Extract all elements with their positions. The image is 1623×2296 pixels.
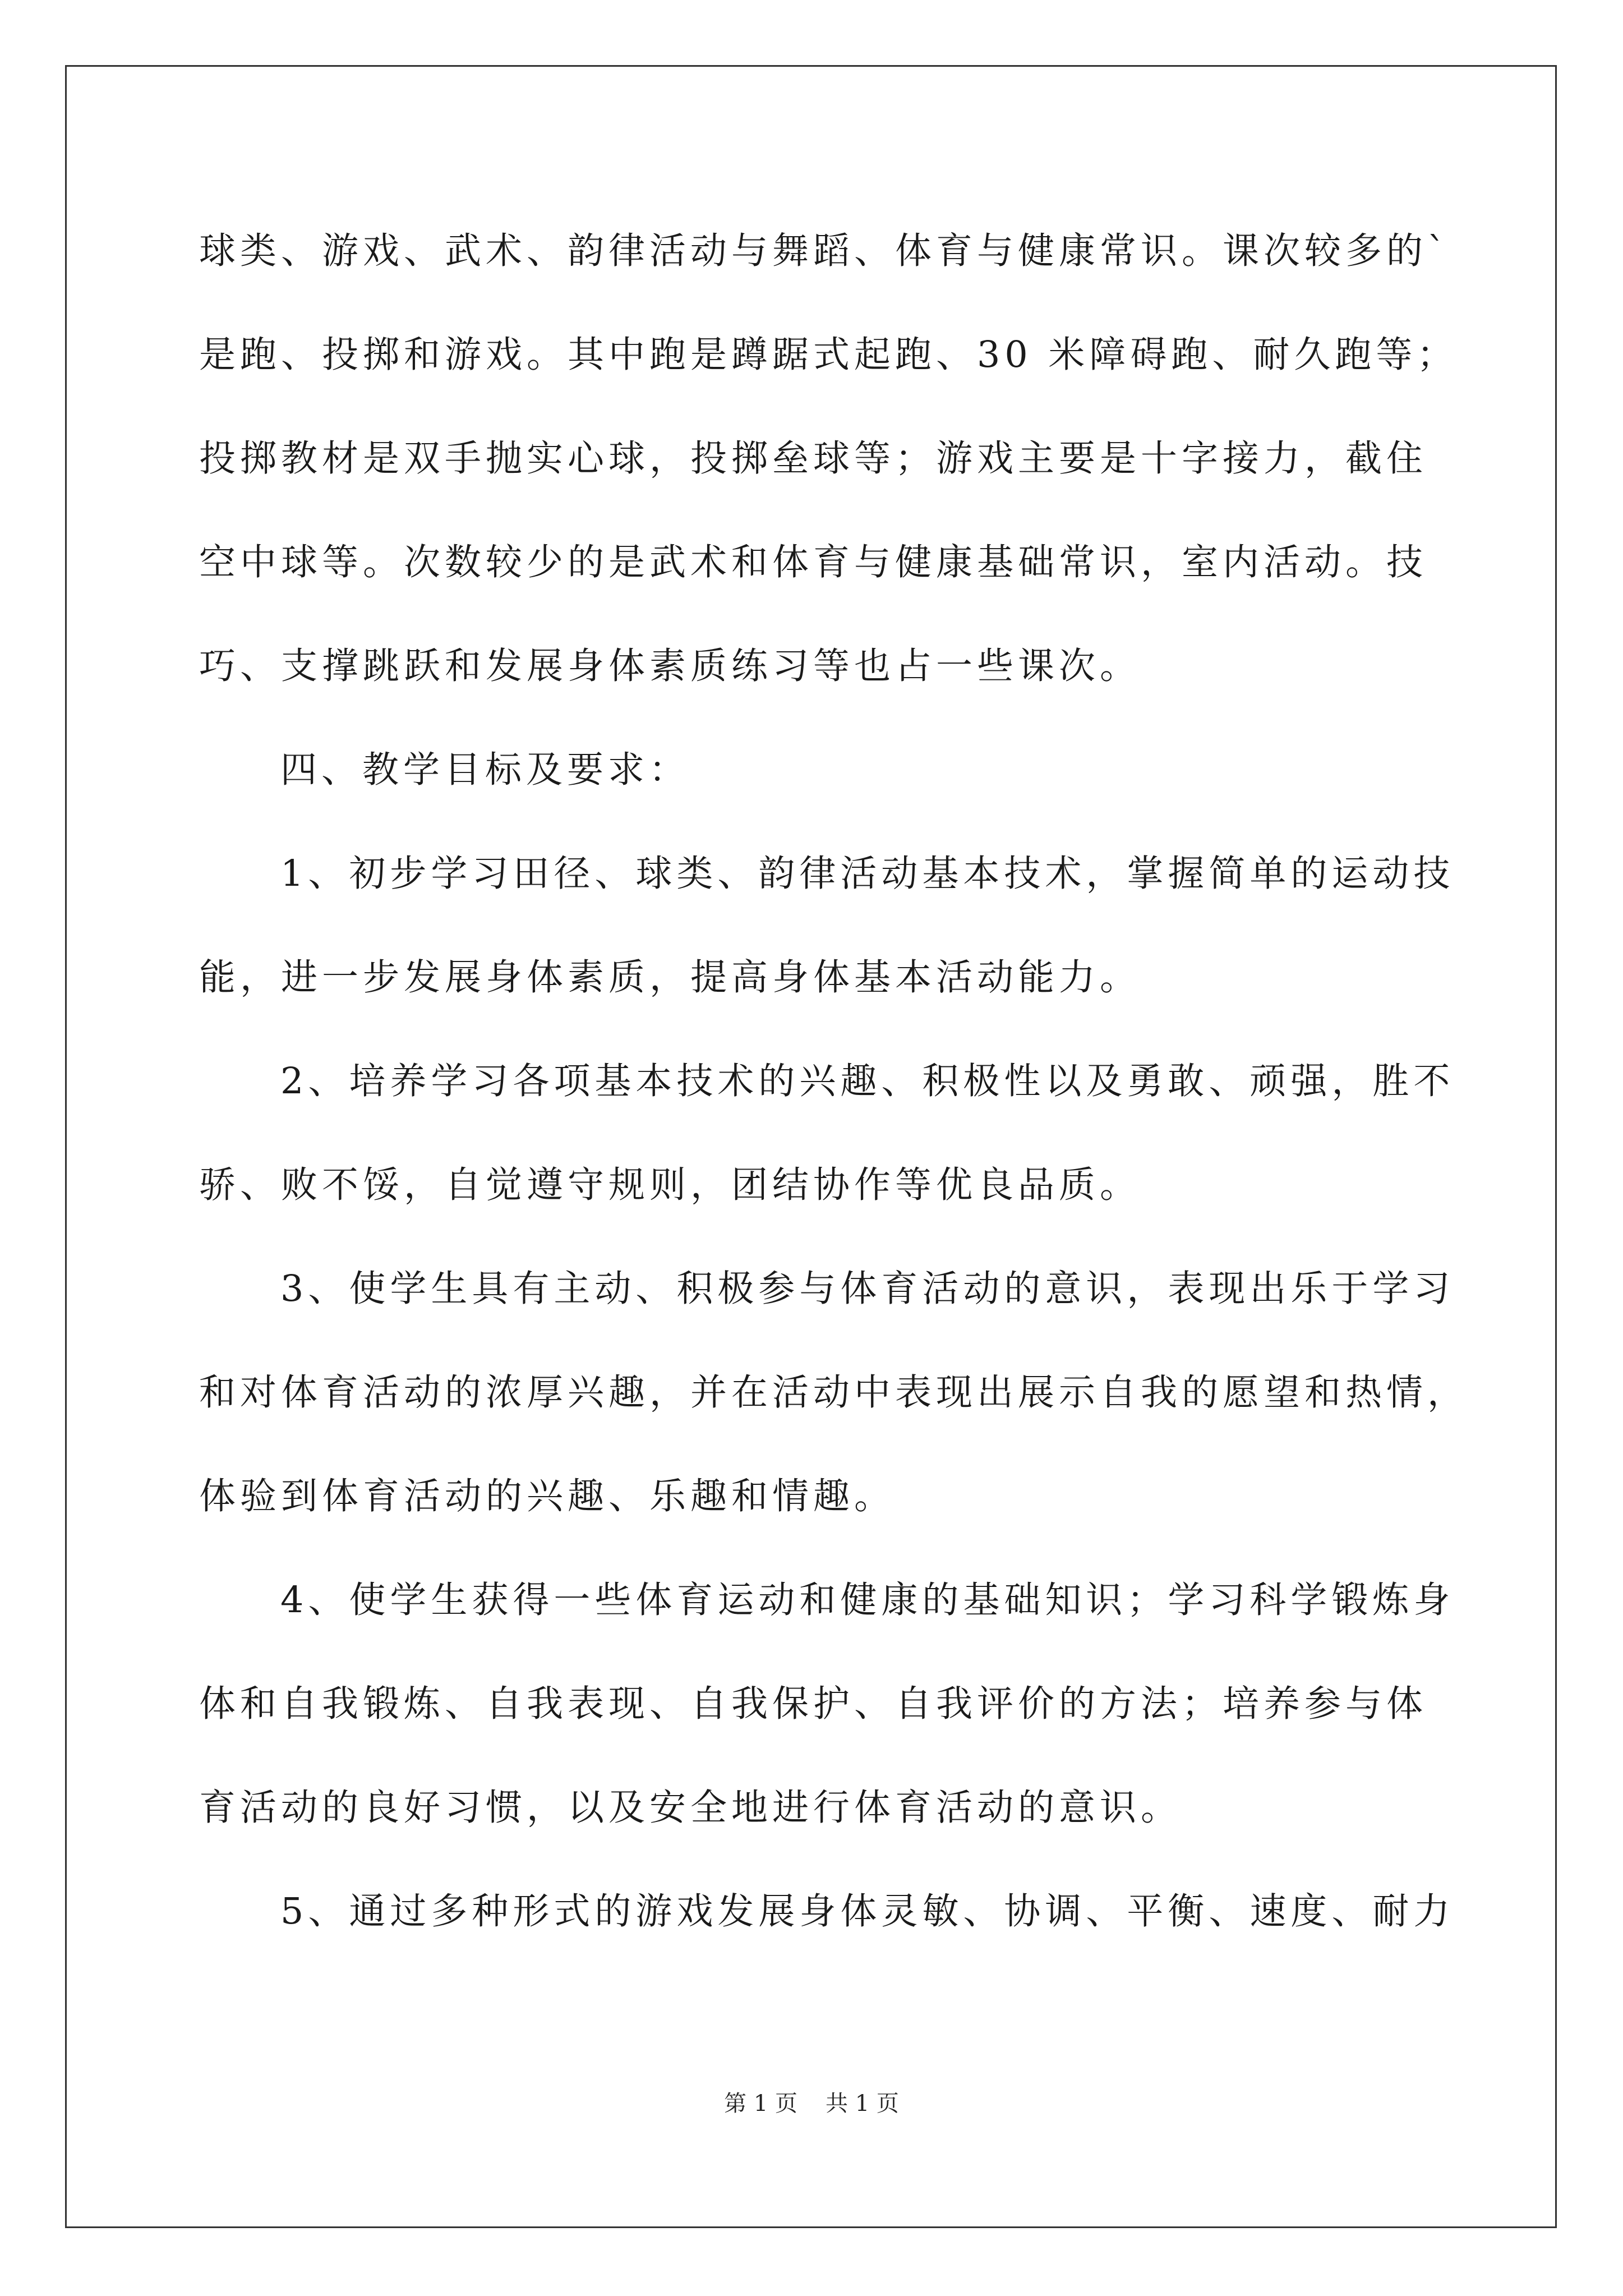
text-line: 体和自我锻炼、自我表现、自我保护、自我评价的方法；培养参与体 [199, 1683, 1428, 1725]
text-line: 球类、游戏、武术、韵律活动与舞蹈、体育与健康常识。课次较多的` [199, 230, 1450, 272]
text-line: 是跑、投掷和游戏。其中跑是蹲踞式起跑、30 米障碍跑、耐久跑等； [199, 334, 1458, 376]
page-footer [0, 2086, 1623, 2118]
text-line: 5、通过多种形式的游戏发展身体灵敏、协调、平衡、速度、耐力 [280, 1890, 1455, 1932]
text-line: 4、使学生获得一些体育运动和健康的基础知识；学习科学锻炼身 [280, 1579, 1455, 1621]
text-line: 骄、败不馁，自觉遵守规则，团结协作等优良品质。 [199, 1164, 1141, 1206]
text-line: 巧、支撑跳跃和发展身体素质练习等也占一些课次。 [199, 645, 1141, 687]
page-total: 共 1 页 [826, 2091, 899, 2116]
document-body [199, 199, 1469, 1963]
text-line: 能，进一步发展身体素质，提高身体基本活动能力。 [199, 956, 1141, 999]
text-line: 育活动的良好习惯，以及安全地进行体育活动的意识。 [199, 1787, 1182, 1829]
text-line: 3、使学生具有主动、积极参与体育活动的意识，表现出乐于学习 [280, 1268, 1455, 1310]
text-line: 1、初步学习田径、球类、韵律活动基本技术，掌握简单的运动技 [280, 853, 1455, 895]
text-line: 2、培养学习各项基本技术的兴趣、积极性以及勇敢、顽强，胜不 [280, 1060, 1455, 1102]
text-line: 体验到体育活动的兴趣、乐趣和情趣。 [199, 1475, 896, 1517]
page-number: 第 1 页 [724, 2091, 797, 2116]
text-line: 投掷教材是双手抛实心球，投掷垒球等；游戏主要是十字接力，截住 [199, 438, 1428, 480]
text-line: 空中球等。次数较少的是武术和体育与健康基础常识，室内活动。技 [199, 541, 1428, 583]
section-heading: 四、教学目标及要求： [280, 749, 690, 791]
text-line: 和对体育活动的浓厚兴趣，并在活动中表现出展示自我的愿望和热情， [199, 1372, 1469, 1414]
